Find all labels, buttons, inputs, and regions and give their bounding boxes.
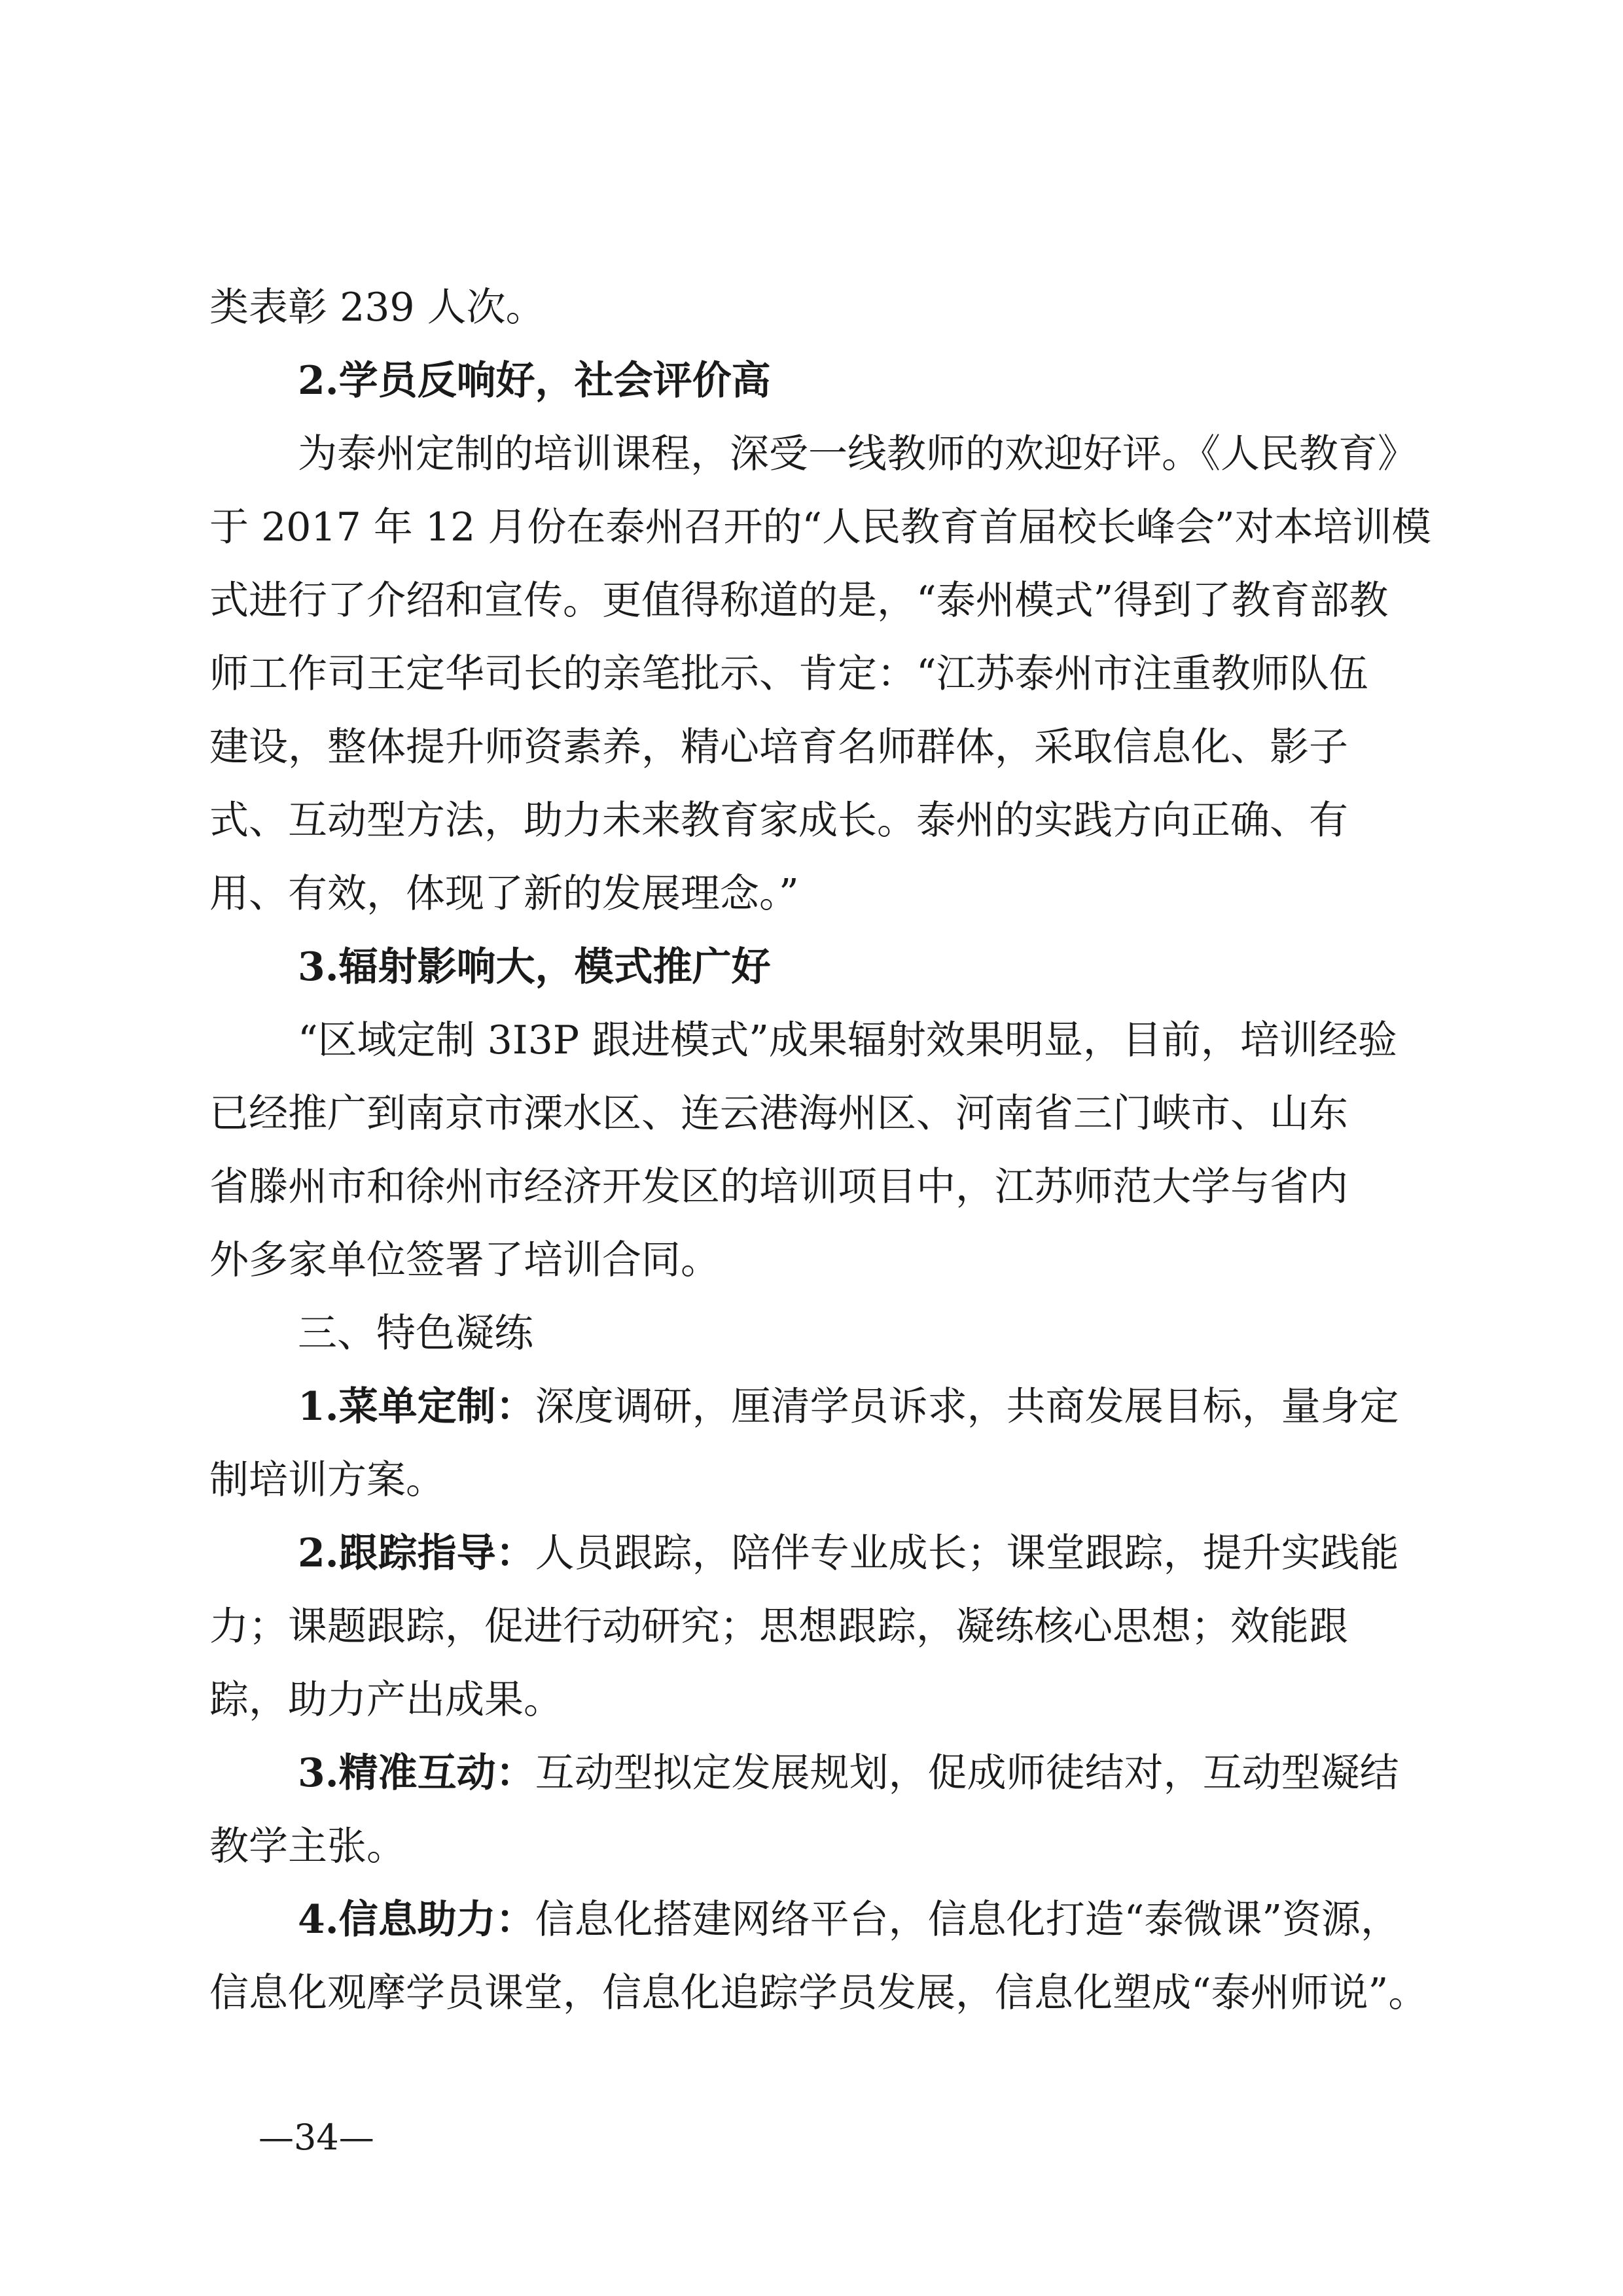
- paragraph-line: 师工作司王定华司长的亲笔批示、肯定：“江苏泰州市注重教师队伍: [209, 651, 1368, 697]
- paragraph-line: 教学主张。: [209, 1824, 406, 1869]
- paragraph-line: 力；课题跟踪，促进行动研究；思想跟踪，凝练核心思想；效能跟: [209, 1604, 1348, 1650]
- paragraph-line: 式进行了介绍和宣传。更值得称道的是，“泰州模式”得到了教育部教: [209, 578, 1389, 624]
- paragraph-line: 类表彰 239 人次。: [209, 285, 545, 330]
- feature-text: 人员跟踪，陪伴专业成长；课堂跟踪，提升实践能: [535, 1530, 1399, 1576]
- paragraph-line: “区域定制 3I3P 跟进模式”成果辐射效果明显，目前，培训经验: [298, 1017, 1397, 1063]
- feature-lead: 1.菜单定制：: [298, 1384, 535, 1430]
- section-heading: 2.学员反响好，社会评价高: [298, 358, 771, 404]
- paragraph-line: 建设，整体提升师资素养，精心培育名师群体，采取信息化、影子: [209, 724, 1348, 770]
- paragraph-line: 踪，助力产出成果。: [209, 1677, 563, 1723]
- paragraph-line: 外多家单位签署了培训合同。: [209, 1237, 720, 1283]
- paragraph-line: 式、互动型方法，助力未来教育家成长。泰州的实践方向正确、有: [209, 798, 1348, 843]
- feature-text: 深度调研，厘清学员诉求，共商发展目标，量身定: [535, 1384, 1399, 1430]
- feature-text: 信息化搭建网络平台，信息化打造“泰微课”资源，: [535, 1897, 1400, 1943]
- paragraph-line: 已经推广到南京市溧水区、连云港海州区、河南省三门峡市、山东: [209, 1091, 1348, 1137]
- feature-item: [298, 1527, 1399, 1580]
- paragraph-line: 制培训方案。: [209, 1457, 445, 1503]
- paragraph-line: 用、有效，体现了新的发展理念。”: [209, 871, 799, 917]
- feature-lead: 4.信息助力：: [298, 1897, 535, 1943]
- feature-lead: 2.跟踪指导：: [298, 1530, 535, 1576]
- section-heading: 三、特色凝练: [298, 1311, 533, 1356]
- page-number: —34—: [259, 2117, 374, 2158]
- feature-item: [298, 1894, 1400, 1946]
- feature-text: 互动型拟定发展规划，促成师徒结对，互动型凝结: [535, 1750, 1399, 1796]
- paragraph-line: 信息化观摩学员课堂，信息化追踪学员发展，信息化塑成“泰州师说”。: [209, 1970, 1428, 2016]
- paragraph-line: 为泰州定制的培训课程，深受一线教师的欢迎好评。《人民教育》: [298, 431, 1417, 477]
- feature-lead: 3.精准互动：: [298, 1750, 535, 1796]
- feature-item: [298, 1747, 1399, 1799]
- paragraph-line: 省滕州市和徐州市经济开发区的培训项目中，江苏师范大学与省内: [209, 1164, 1348, 1210]
- paragraph-line: 于 2017 年 12 月份在泰州召开的“人民教育首届校长峰会”对本培训模: [209, 504, 1431, 550]
- section-heading: 3.辐射影响大，模式推广好: [298, 944, 771, 990]
- feature-item: [298, 1381, 1399, 1433]
